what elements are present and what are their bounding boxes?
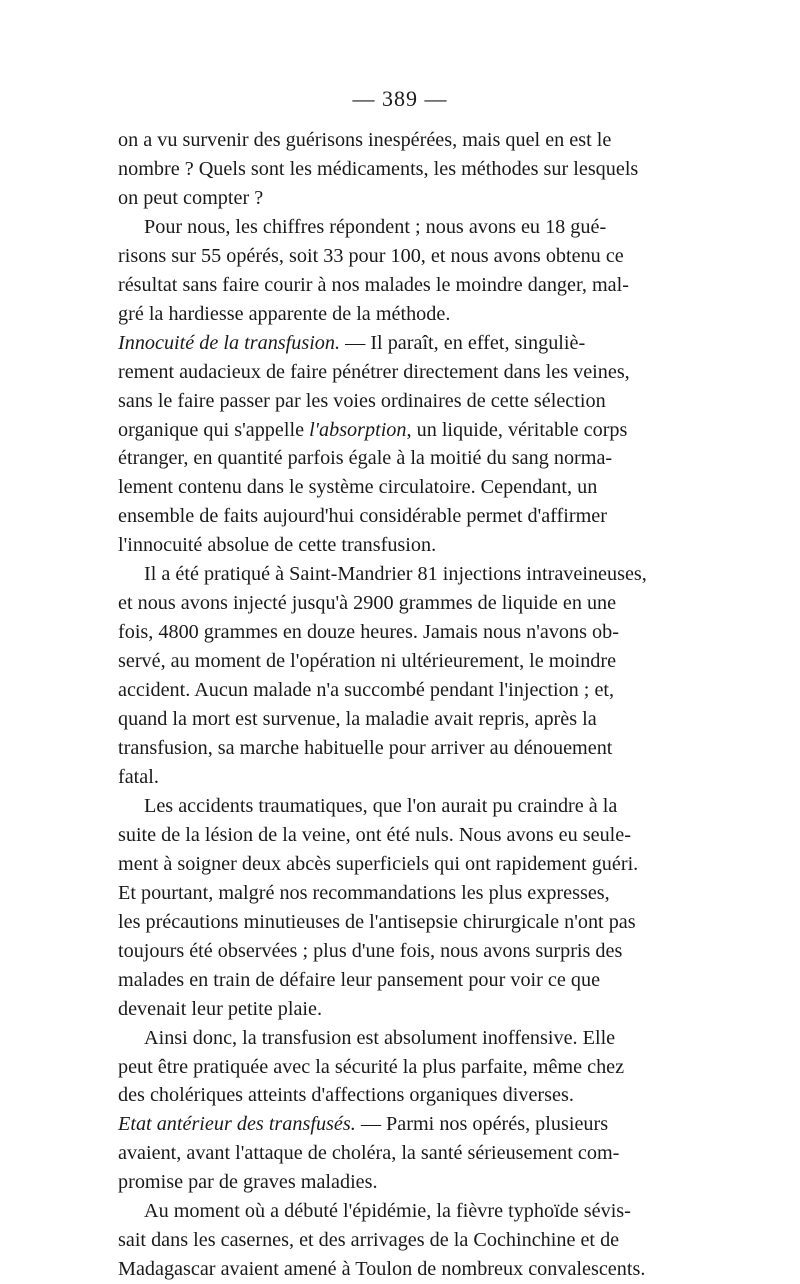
text-line: Au moment où a débuté l'épidémie, la fièvre typhoïde sévis- xyxy=(144,1200,631,1223)
paragraph-2 xyxy=(118,213,676,329)
text-line: Les accidents traumatiques, que l'on aurait pu craindre à la xyxy=(144,794,618,817)
text-line: — Parmi nos opérés, plusieurs xyxy=(355,1113,609,1136)
text-line: les précautions minutieuses de l'antisepsie chirurgicale n'ont pas xyxy=(118,910,636,933)
text-line: résultat sans faire courir à nos malades le moindre danger, mal- xyxy=(118,273,629,296)
text-line: promise par de graves maladies. xyxy=(118,1171,378,1194)
text-line: fatal. xyxy=(118,765,159,788)
text-line: et nous avons injecté jusqu'à 2900 grammes de liquide en une xyxy=(118,592,617,615)
body-text xyxy=(118,126,676,1284)
text-line: malades en train de défaire leur pansement pour voir ce que xyxy=(118,968,601,991)
text-line: ensemble de faits aujourd'hui considérable permet d'affirmer xyxy=(118,505,607,528)
text-line: devenait leur petite plaie. xyxy=(118,997,323,1020)
text-line: toujours été observées ; plus d'une fois, nous avons surpris des xyxy=(118,939,623,962)
text-line-absorption: organique qui s'appelle l'absorption, un liquide, véritable corps xyxy=(118,418,628,441)
paragraph-8 xyxy=(118,1197,676,1284)
text-line: l'innocuité absolue de cette transfusion. xyxy=(118,534,437,557)
text-line: des cholériques atteints d'affections organiques diverses. xyxy=(118,1084,574,1107)
paragraph-etat-anterieur xyxy=(118,1110,676,1197)
text-line: on peut compter ? xyxy=(118,186,264,209)
section-heading-etat-anterieur: Etat antérieur des transfusés. xyxy=(118,1113,356,1136)
text-line: Madagascar avaient amené à Toulon de nombreux convalescents. xyxy=(118,1258,646,1281)
text-line: avaient, avant l'attaque de choléra, la santé sérieusement com- xyxy=(118,1142,620,1165)
text-line: nombre ? Quels sont les médicaments, les méthodes sur lesquels xyxy=(118,157,639,180)
text-line: transfusion, sa marche habituelle pour arriver au dénouement xyxy=(118,737,613,760)
text-line: servé, au moment de l'opération ni ultérieurement, le moindre xyxy=(118,650,617,673)
text-line: accident. Aucun malade n'a succombé pendant l'injection ; et, xyxy=(118,679,615,702)
text-line: Ainsi donc, la transfusion est absolument inoffensive. Elle xyxy=(144,1026,616,1049)
text-line: fois, 4800 grammes en douze heures. Jamais nous n'avons ob- xyxy=(118,621,619,644)
emphasized-word: l'absorption xyxy=(309,418,407,441)
text-line: lement contenu dans le système circulatoire. Cependant, un xyxy=(118,476,598,499)
paragraph-5 xyxy=(118,792,676,1024)
text-line: quand la mort est survenue, la maladie avait repris, après la xyxy=(118,708,597,731)
text-line: rement audacieux de faire pénétrer directement dans les veines, xyxy=(118,360,630,383)
text-line: sait dans les casernes, et des arrivages de la Cochinchine et de xyxy=(118,1229,620,1252)
text-line: étranger, en quantité parfois égale à la moitié du sang norma- xyxy=(118,447,613,470)
page-number: — 389 — xyxy=(352,86,448,111)
paragraph-6 xyxy=(118,1024,676,1111)
text-line: suite de la lésion de la veine, ont été nuls. Nous avons eu seule- xyxy=(118,823,631,846)
text-line: Il a été pratiqué à Saint-Mandrier 81 injections intraveineuses, xyxy=(144,563,647,586)
text-line: on a vu survenir des guérisons inespérées, mais quel en est le xyxy=(118,129,612,151)
text-line: ment à soigner deux abcès superficiels qui ont rapidement guéri. xyxy=(118,852,639,875)
paragraph-innocuite xyxy=(118,329,676,561)
section-heading-innocuite: Innocuité de la transfusion. xyxy=(118,331,341,354)
text-line: Et pourtant, malgré nos recommandations les plus expresses, xyxy=(118,881,610,904)
text-line: peut être pratiquée avec la sécurité la plus parfaite, même chez xyxy=(118,1055,625,1078)
text-line: gré la hardiesse apparente de la méthode. xyxy=(118,302,451,325)
paragraph-1 xyxy=(118,126,676,213)
paragraph-4 xyxy=(118,560,676,792)
text-line: risons sur 55 opérés, soit 33 pour 100, et nous avons obtenu ce xyxy=(118,244,624,267)
text-line: sans le faire passer par les voies ordinaires de cette sélection xyxy=(118,389,606,412)
text-line: — Il paraît, en effet, singuliè- xyxy=(340,331,586,354)
text-line: Pour nous, les chiffres répondent ; nous avons eu 18 gué- xyxy=(144,215,607,238)
